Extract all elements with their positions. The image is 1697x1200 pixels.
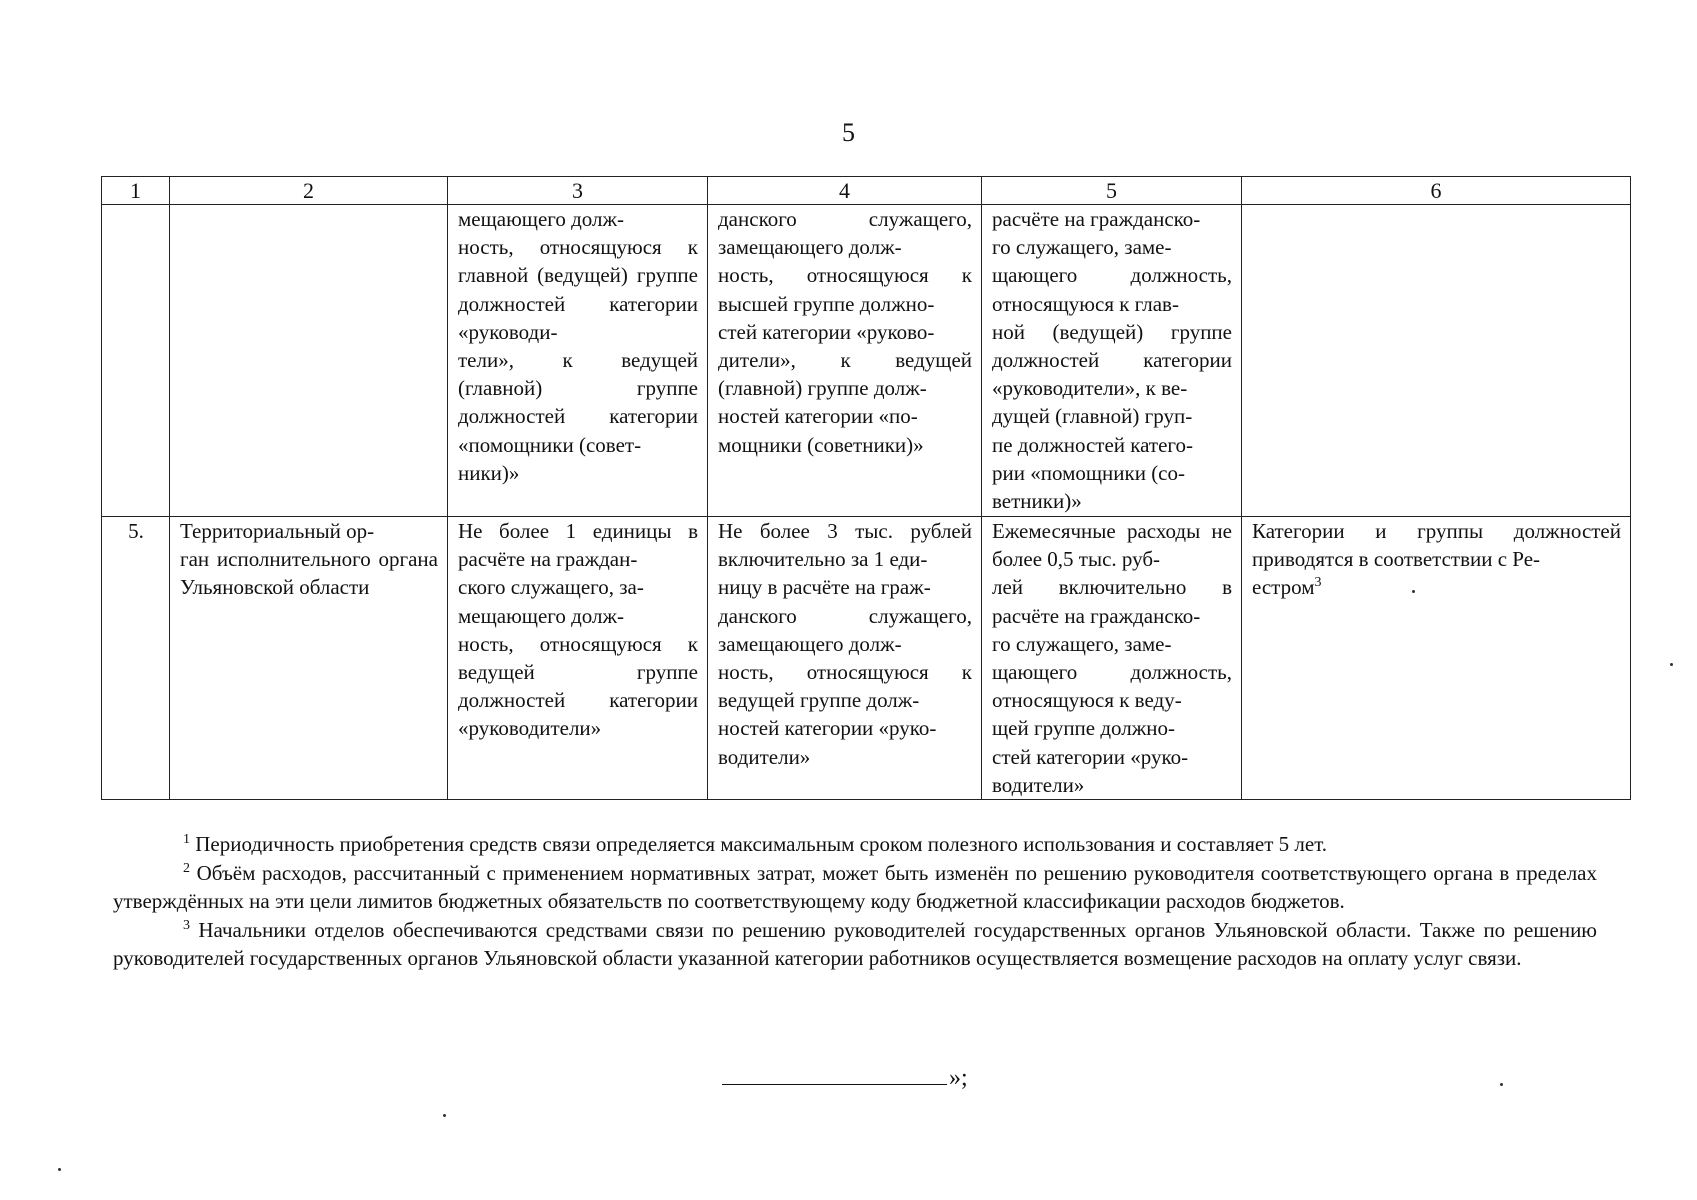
column-number-3: 3 (448, 177, 708, 205)
row-number-cell (102, 205, 170, 517)
categories-note-cell (1242, 517, 1631, 800)
categories-note-cell (1242, 205, 1631, 517)
footnote-text: Периодичность приобретения средств связи определяется максимальным сроком полезного использования и составляет 5 лет. (195, 832, 1328, 856)
footnote-text: Начальники отделов обеспечиваются средствами связи по решению руководителей государственных органов Ульяновской области. Также по решению руководителей государственных органов Ульяновской области указанной категории работников осуществляется возмещение расходов на оплату услуг связи. (113, 917, 1598, 970)
scan-speck (1500, 1083, 1503, 1086)
price-norm-cell: данского служащего, замещающего долж- ность, относящуюся к высшей группе должно- стей категории «руково- дители», к ведущей (главной) группе долж- ностей категории «по- мощники (советники)» (708, 205, 982, 517)
column-number-4: 4 (708, 177, 982, 205)
scan-speck (1670, 663, 1673, 666)
footnote-mark: 2 (183, 860, 190, 876)
footnote-mark: 1 (183, 832, 190, 847)
column-number-6: 6 (1242, 177, 1631, 205)
table-header-row (102, 177, 1631, 205)
categories-note-text: Категории и группы должностей приводятся в соответствии с Ре- естром (1252, 519, 1621, 600)
scan-speck (58, 1168, 61, 1171)
scan-speck (443, 1114, 446, 1117)
column-number-2: 2 (170, 177, 448, 205)
column-number-1: 1 (102, 177, 170, 205)
closing-line (722, 1065, 968, 1092)
footnote-mark: 3 (183, 917, 190, 933)
quantity-norm-cell: мещающего долж- ность, относящуюся к главной (ведущей) группе должностей категории «руководи- тели», к ведущей (главной) группе должностей категории «помощники (совет- ники)» (448, 205, 708, 517)
price-norm-cell: Не более 3 тыс. рублей включительно за 1 еди- ницу в расчёте на граж- данского служащего, замещающего долж- ность, относящуюся к ведущей группе долж- ностей категории «руко- водители» (708, 517, 982, 800)
footnote-text: Объём расходов, рассчитанный с применением нормативных затрат, может быть изменён по решению руководителя соответствующего органа в пределах утверждённых на эти цели лимитов бюджетных обязательств по соответствующему коду бюджетной классификации расходов бюджетов. (113, 860, 1598, 913)
quantity-norm-cell: Не более 1 единицы в расчёте на граждан- ского служащего, за- мещающего долж- ность, относящуюся к ведущей группе должностей категории «руководители» (448, 517, 708, 800)
footnote-ref-3: 3 (1314, 575, 1322, 591)
scan-speck (1412, 590, 1415, 593)
footnote (113, 859, 1597, 916)
table-row (102, 517, 1631, 800)
body-name-cell (170, 205, 448, 517)
footnote (113, 830, 1597, 859)
body-name-cell: Территориальный ор- ган исполнительного органа Ульяновской области (170, 517, 448, 800)
footnotes (113, 830, 1597, 973)
table-row (102, 205, 1631, 517)
page-number: 5 (842, 118, 855, 147)
monthly-expense-cell: Ежемесячные расходы не более 0,5 тыс. руб- лей включительно в расчёте на гражданско- го служащего, заме- щающего должность, относящуюся к веду- щей группе должно- стей категории «руко- водители» (982, 517, 1242, 800)
column-number-5: 5 (982, 177, 1242, 205)
expense-norms-table (101, 176, 1631, 800)
signature-rule (722, 1066, 947, 1085)
footnote (113, 916, 1597, 973)
closing-quote: »; (949, 1065, 968, 1091)
monthly-expense-cell: расчёте на гражданско- го служащего, заме- щающего должность, относящуюся к глав- ной (ведущей) группе должностей категории «руководители», к ве- дущей (главной) груп- пе должностей катего- рии «помощники (со- ветники)» (982, 205, 1242, 517)
row-number-cell: 5. (102, 517, 170, 800)
